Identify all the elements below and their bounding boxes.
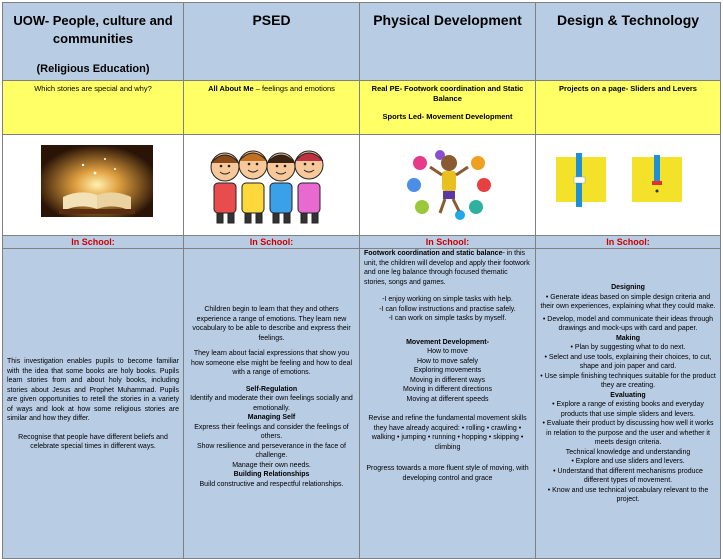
physical-statement-2: -I can follow instructions and practise safely.: [379, 305, 516, 313]
image-cell-physical: [360, 135, 536, 236]
header-physical-title: Physical Development: [373, 12, 522, 28]
topic-dt-text: Projects on a page- Sliders and Levers: [559, 84, 697, 93]
in-school-psed: In School:: [184, 236, 360, 249]
physical-move-6: Moving at different speeds: [406, 395, 489, 403]
dt-making-2: • Select and use tools, explaining their choices, to cut, shape and join paper and card.: [544, 353, 712, 370]
image-cell-dt: [536, 135, 721, 236]
dt-evaluating-2: • Evaluate their product by discussing how well it works in relation to the purpose and the user and whether it meets design criteria.: [542, 420, 714, 446]
physical-intro-bold: Footwork coordination and static balance: [364, 250, 503, 257]
psed-heading-relationships: Building Relationships: [233, 471, 310, 478]
dt-evaluating-1: • Explore a range of existing books and everyday products that use simple sliders and levers.: [552, 401, 704, 418]
in-school-physical: In School:: [360, 236, 536, 249]
header-psed: [184, 3, 360, 81]
topic-re: [3, 81, 184, 135]
psed-paragraph-3: Identify and moderate their own feelings socially and emotionally.: [190, 395, 353, 412]
header-uow: [3, 3, 184, 81]
header-uow-title: UOW- People, culture and communities: [13, 13, 173, 46]
topic-dt: [536, 81, 721, 135]
psed-heading-managing-self: Managing Self: [247, 414, 296, 421]
dt-heading-designing: Designing: [611, 284, 645, 291]
in-school-re: In School:: [3, 236, 184, 249]
physical-paragraph-1: Revise and refine the fundamental movement skills they have already acquired: • rolling • crawling • walking • jumping • running • hopping • skipping • climbing: [368, 415, 527, 451]
slider-lever-image: [536, 135, 721, 230]
physical-move-1: How to move: [427, 348, 468, 355]
re-paragraph-1: This investigation enables pupils to become familiar with the idea that some books are holy books. Pupils learn stories from and about holy books, including stories about Jesus and Prophet Muhammad. Pupils are given opportunities to retell the stories in a variety of ways and look at how some religious stories are similar and how they differ.: [7, 358, 179, 422]
dt-technical-3: • Know and use technical vocabulary relevant to the project.: [547, 486, 709, 503]
physical-heading-movement: Movement Development-: [406, 338, 489, 346]
topic-physical-line1: Real PE- Footwork coordination and Static Balance: [371, 84, 524, 103]
curriculum-table: [2, 2, 721, 559]
open-book-image: [3, 135, 184, 230]
dt-designing-2: • Develop, model and communicate their ideas through drawings and mock-ups with card and paper.: [542, 315, 714, 332]
image-cell-psed: [184, 135, 360, 236]
header-dt-title: Design & Technology: [556, 12, 700, 28]
re-paragraph-2: Recognise that people have different beliefs and celebrate special times in different ways.: [18, 433, 168, 450]
dt-technical-heading: Technical knowledge and understanding: [565, 448, 691, 456]
topic-psed-bold: All About Me: [208, 84, 254, 93]
physical-statement-3: -I can work on simple tasks by myself.: [388, 315, 507, 322]
physical-statement-1: -I enjoy working on simple tasks with help.: [382, 296, 513, 303]
topic-re-text: Which stories are special and why?: [34, 84, 152, 93]
topic-physical-line2: Sports Led- Movement Development: [382, 112, 513, 121]
physical-move-4: Moving in different ways: [410, 376, 485, 384]
header-uow-subtitle: (Religious Education): [36, 63, 150, 75]
dt-designing-1: • Generate ideas based on simple design criteria and their own experiences, explaining what they could make.: [540, 293, 716, 310]
child-gears-image: [360, 135, 536, 230]
physical-move-5: Moving in different directions: [403, 386, 492, 393]
physical-move-2: How to move safely: [416, 357, 479, 365]
dt-making-3: • Use simple finishing techniques suitable for the product they are creating.: [540, 372, 716, 389]
header-physical: [360, 3, 536, 81]
physical-paragraph-2: Progress towards a more fluent style of moving, with developing control and grace: [366, 465, 529, 482]
topic-psed: [184, 81, 360, 135]
body-re: [3, 249, 184, 559]
body-dt: [536, 249, 721, 559]
psed-paragraph-1: Children begin to learn that they and others experience a range of emotions. They learn new vocabulary to be able to describe and express their feelings.: [192, 306, 351, 342]
psed-paragraph-2: They learn about facial expressions that show you how someone else might be feeling and how to deal with a range of emotions.: [190, 350, 353, 376]
body-psed: [184, 249, 360, 559]
topic-psed-rest: – feelings and emotions: [253, 84, 335, 93]
psed-paragraph-6: Manage their own needs.: [232, 461, 311, 469]
psed-paragraph-5: Show resilience and perseverance in the face of challenge.: [196, 442, 347, 459]
dt-heading-making: Making: [615, 334, 641, 342]
physical-intro-rest: - in this unit, the children will develop and apply their footwork and one leg balance through focused thematic stories, songs and games.: [364, 250, 530, 286]
header-dt: [536, 3, 721, 81]
children-group-image: [184, 135, 360, 230]
image-cell-re: [3, 135, 184, 236]
body-physical: [360, 249, 536, 559]
dt-heading-evaluating: Evaluating: [610, 391, 646, 399]
topic-physical: [360, 81, 536, 135]
dt-making-1: • Plan by suggesting what to do next.: [570, 344, 686, 351]
in-school-dt: In School:: [536, 236, 721, 249]
dt-technical-1: • Explore and use sliders and levers.: [571, 458, 685, 465]
dt-technical-2: • Understand that different mechanisms produce different types of movement.: [553, 467, 703, 484]
physical-move-3: Exploring movements: [413, 367, 482, 374]
header-psed-title: PSED: [252, 12, 291, 28]
psed-paragraph-7: Build constructive and respectful relationships.: [199, 480, 344, 488]
psed-paragraph-4: Express their feelings and consider the feelings of others.: [194, 423, 349, 440]
psed-heading-self-regulation: Self-Regulation: [245, 385, 298, 393]
